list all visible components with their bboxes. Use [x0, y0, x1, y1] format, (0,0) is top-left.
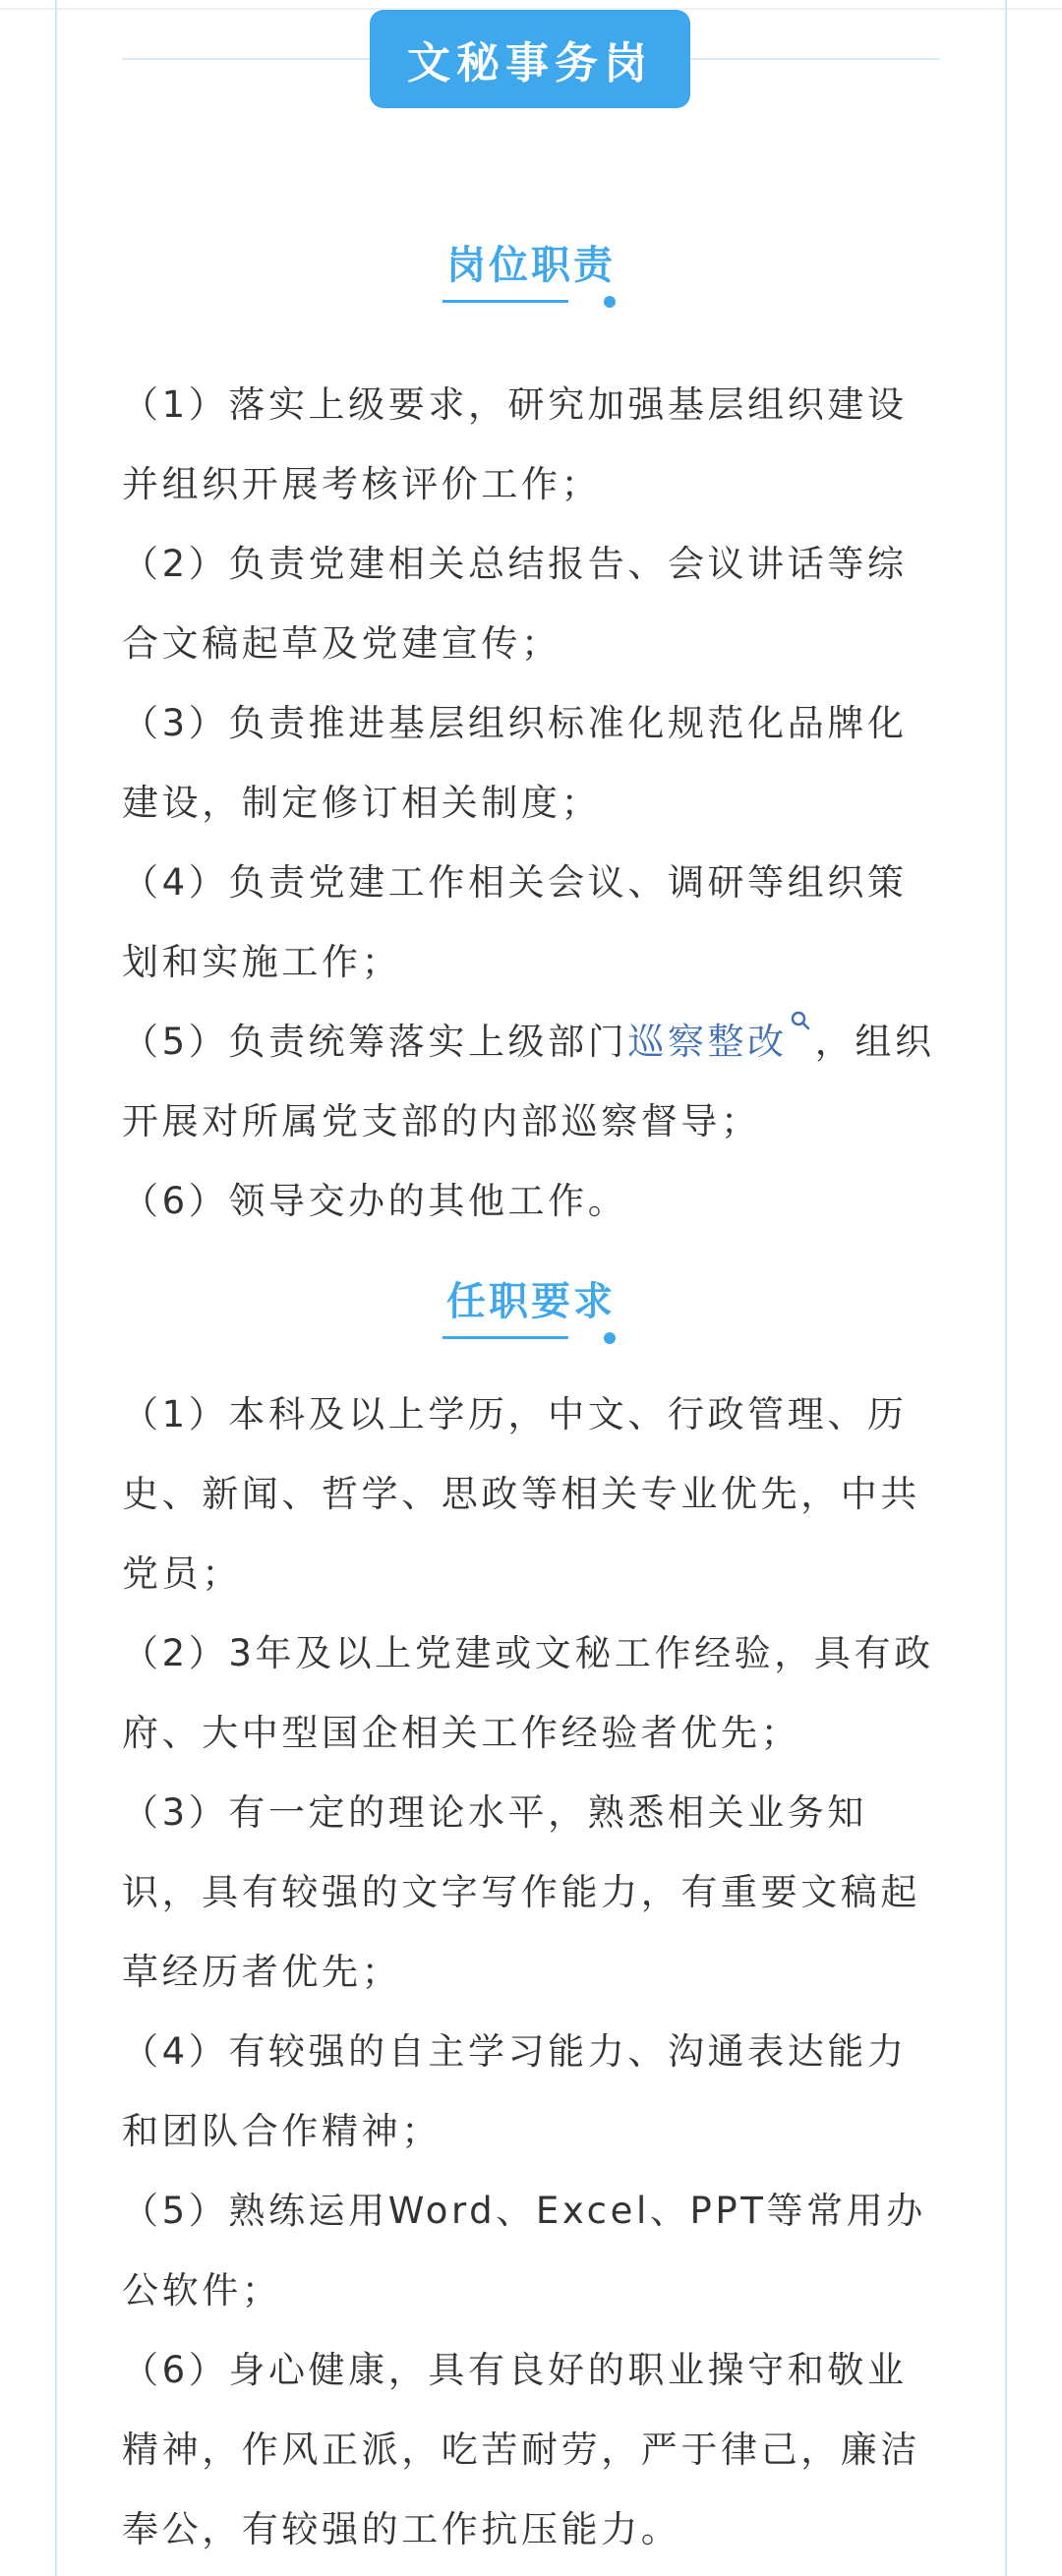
- list-item: （2）3年及以上党建或文秘工作经验，具有政府、大中型国企相关工作经验者优先；: [122, 1632, 934, 1754]
- heading-dot: [604, 296, 616, 308]
- section-heading-duties: [0, 234, 1062, 290]
- search-icon[interactable]: [790, 1002, 815, 1031]
- list-item: （6）领导交办的其他工作。: [122, 1180, 628, 1222]
- list-item: （4）有较强的自主学习能力、沟通表达能力和团队合作精神；: [122, 2030, 908, 2152]
- item-text: （5）负责统筹落实上级部门: [122, 1021, 628, 1063]
- job-title-badge: 文秘事务岗: [370, 10, 690, 108]
- list-item: （4）负责党建工作相关会议、调研等组织策划和实施工作；: [122, 861, 908, 983]
- list-item: （6）身心健康，具有良好的职业操守和敬业精神，作风正派，吃苦耐劳，严于律己，廉洁奉公，有较强的工作抗压能力。: [122, 2349, 920, 2550]
- list-item: （3）负责推进基层组织标准化规范化品牌化建设，制定修订相关制度；: [122, 702, 908, 824]
- section-title: 岗位职责: [446, 243, 616, 288]
- list-item: （5）熟练运用Word、Excel、PPT等常用办公软件；: [122, 2190, 926, 2312]
- heading-underline: [442, 300, 568, 303]
- list-item: （1）落实上级要求，研究加强基层组织建设并组织开展考核评价工作；: [122, 383, 908, 505]
- inspection-rectification-link[interactable]: 巡察整改: [627, 1021, 788, 1063]
- section-title: 任职要求: [446, 1279, 616, 1324]
- list-item: （3）有一定的理论水平，熟悉相关业务知识，具有较强的文字写作能力，有重要文稿起草经历者优先；: [122, 1791, 920, 1993]
- list-item: （2）负责党建相关总结报告、会议讲话等综合文稿起草及党建宣传；: [122, 543, 908, 665]
- list-item: [122, 1002, 940, 1161]
- item-text: ，组织开展对所属党支部的内部巡察督导；: [122, 1021, 935, 1142]
- list-item: （1）本科及以上学历，中文、行政管理、历史、新闻、哲学、思政等相关专业优先，中共党员；: [122, 1393, 920, 1595]
- duties-list: [122, 365, 940, 1241]
- heading-dot: [604, 1332, 616, 1344]
- section-heading-requirements: [0, 1270, 1062, 1326]
- heading-underline: [442, 1336, 568, 1339]
- requirements-list: [122, 1375, 940, 2569]
